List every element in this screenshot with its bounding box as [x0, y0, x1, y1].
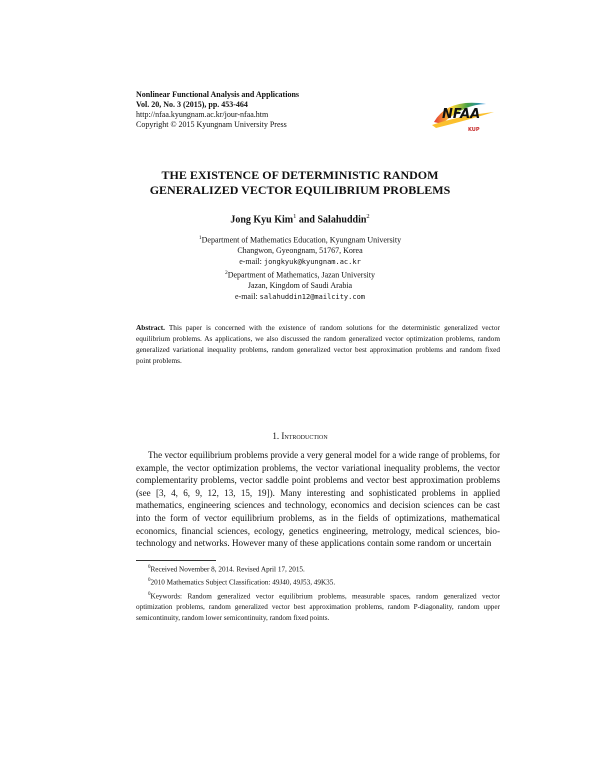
section-title-introduction: 1. Introduction: [272, 431, 328, 441]
author-separator: and: [296, 214, 318, 226]
affiliation-2: [100, 268, 500, 302]
footnote-msc: $^0$2010 Mathematics Subject Classification: 49J40, 49J53, 49K35.: [148, 578, 336, 587]
footnote-keywords-mark: 0: [148, 591, 151, 597]
affiliation-2-line1: Department of Mathematics, Jazan University: [227, 270, 376, 280]
abstract-text: This paper is concerned with the existence of random solutions for the deterministic generalized vector equilibrium problems. As applications, we also discussed the random generalized vector optimization problems, random generalized variational inequality problems, random generalized vector best approximation problems and random fixed point problems.: [136, 323, 500, 365]
affiliation-1-mark: 1: [198, 235, 202, 241]
journal-url[interactable]: http://nfaa.kyungnam.ac.kr/jour-nfaa.htm: [136, 110, 269, 119]
logo-subtext: KUP: [468, 127, 480, 133]
logo-text: NFAA: [442, 107, 481, 122]
journal-logo: [428, 96, 500, 134]
journal-name: Nonlinear Functional Analysis and Applications: [136, 90, 300, 99]
author-2-mark: 2: [366, 213, 370, 220]
footnote-received: $^0$Received November 8, 2014. Revised April 17, 2015.: [148, 565, 305, 574]
journal-header: [136, 90, 436, 130]
affiliation-2-line2: Jazan, Kingdom of Saudi Arabia: [247, 281, 353, 291]
footnote-received-mark: 0: [148, 565, 151, 570]
footnote-msc-mark: 0: [148, 578, 151, 584]
affiliation-2-mark: 2: [224, 270, 228, 276]
author-1: Jong Kyu Kim: [230, 214, 294, 226]
authors: [100, 213, 500, 225]
affiliation-1-email[interactable]: jongkyuk@kyungnam.ac.kr: [263, 257, 361, 266]
author-1-mark: 1: [293, 213, 297, 220]
introduction-paragraph: The vector equilibrium problems provide a very general model for a wide range of problems, for example, the vector optimization problems, the vector variational inequality problems, the vector complementarity problems, vector saddle point problems and vector best approximation problems (see [3, 4, 6, 9, 12, 13, 15, 19]). Many interesting and sophisticated problems in applied mathematics, engineering sciences and technology, economics and decision sciences can be cast into the form of vector equilibrium problems, as in the fields of optimizations, mathematical economics, financial sciences, ecology, genetics engineering, metrology, medical sciences, bio-technology and networks. However many of these applications contain some random or uncertain: [136, 450, 500, 549]
affiliation-2-email[interactable]: salahuddin12@mailcity.com: [259, 292, 365, 301]
affiliation-1-email-label: e-mail:: [239, 256, 264, 266]
paper-title: [100, 168, 500, 198]
journal-volume: Vol. 20, No. 3 (2015), pp. 453-464: [136, 100, 248, 109]
affiliation-2-email-label: e-mail:: [234, 291, 260, 301]
abstract: [136, 322, 500, 366]
footnote-keywords: $^0$Keywords: Random generalized vector equilibrium problems, measurable spaces, random generalized vector optimization problems, random generalized vector best approximation problems, random P-diagonality, random upper semicontinuity, random lower semicontinuity, random fixed points.: [136, 591, 500, 623]
affiliation-1-line2: Changwon, Gyeongnam, 51767, Korea: [237, 246, 363, 256]
footnote-rule: [136, 560, 216, 561]
affiliation-1: [100, 233, 500, 267]
journal-copyright: Copyright © 2015 Kyungnam University Press: [136, 120, 287, 129]
author-2: Salahuddin: [317, 214, 367, 226]
abstract-label: Abstract.: [136, 323, 165, 332]
title-line-1: THE EXISTENCE OF DETERMINISTIC RANDOM: [161, 168, 439, 182]
affiliation-1-line1: Department of Mathematics Education, Kyungnam University: [201, 235, 402, 245]
title-line-2: GENERALIZED VECTOR EQUILIBRIUM PROBLEMS: [149, 183, 451, 197]
footnotes: [136, 562, 500, 624]
